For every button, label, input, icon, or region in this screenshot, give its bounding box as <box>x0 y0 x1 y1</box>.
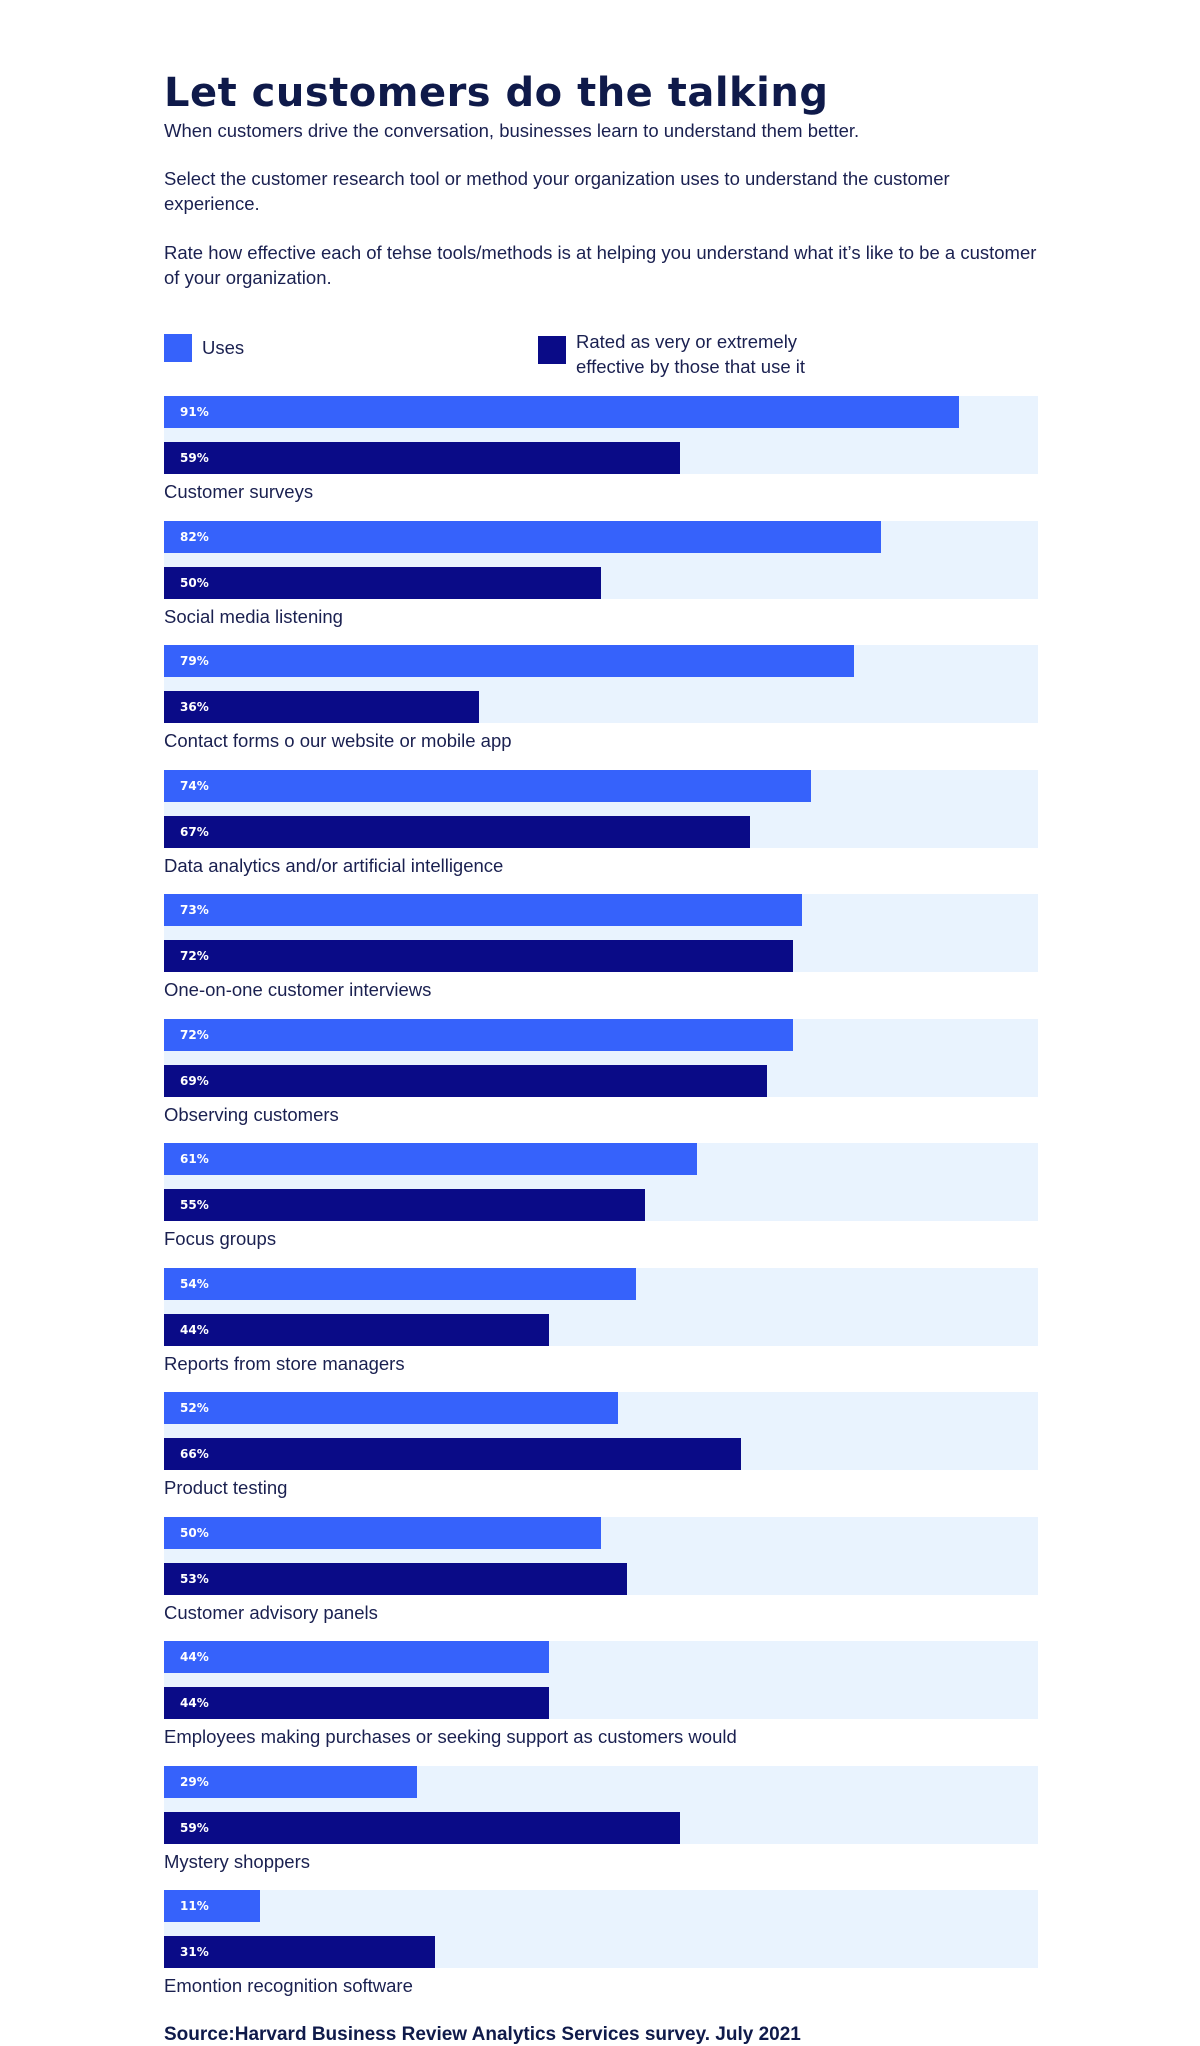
bar-value-label: 91% <box>180 405 209 419</box>
bar-value-label: 44% <box>180 1650 209 1664</box>
uses-bar <box>164 1517 601 1549</box>
uses-bar <box>164 1890 260 1922</box>
bar-value-label: 11% <box>180 1899 209 1913</box>
uses-bar <box>164 1766 417 1798</box>
bar-chart <box>164 0 1038 2036</box>
category-label: Contact forms o our website or mobile app <box>164 730 512 751</box>
effective-bar <box>164 567 601 599</box>
effective-bar <box>164 1438 741 1470</box>
bar-value-label: 59% <box>180 1820 209 1835</box>
source-note: Source:Harvard Business Review Analytics Services survey. July 2021 <box>164 2024 801 2045</box>
effective-bar <box>164 1687 549 1719</box>
legend-uses-label: Uses <box>202 337 245 358</box>
bar-value-label: 52% <box>180 1401 209 1415</box>
effective-bar <box>164 691 479 723</box>
bar-value-label: 82% <box>180 529 209 544</box>
effective-bar <box>164 442 680 474</box>
category-label: Focus groups <box>164 1228 277 1249</box>
effective-bar <box>164 816 750 848</box>
uses-bar <box>164 1143 697 1175</box>
effective-bar <box>164 1065 767 1097</box>
legend-effective-label: Rated as very or extremely effective by those that use it <box>576 331 805 377</box>
category-label: Observing customers <box>164 1103 339 1125</box>
category-label: Data analytics and/or artificial intelligence <box>164 854 504 876</box>
effective-bar <box>164 1189 645 1221</box>
uses-bar <box>164 1268 636 1300</box>
bar-value-label: 44% <box>180 1322 209 1337</box>
effective-bar <box>164 1812 680 1844</box>
bar-value-label: 50% <box>180 1525 209 1540</box>
effective-bar <box>164 1314 549 1346</box>
category-label: Mystery shoppers <box>164 1850 310 1872</box>
page-title: Let customers do the talking <box>164 70 829 116</box>
bar-value-label: 79% <box>180 654 209 668</box>
category-label: Employees making purchases or seeking support as customers would <box>164 1726 737 1747</box>
bar-value-label: 44% <box>180 1696 209 1710</box>
bar-value-label: 29% <box>180 1774 209 1789</box>
bar-value-label: 31% <box>180 1945 209 1959</box>
category-label: Emontion recognition software <box>164 1975 413 1996</box>
bar-value-label: 72% <box>180 949 209 963</box>
effective-bar <box>164 1563 627 1595</box>
subtitle: When customers drive the conversation, businesses learn to understand them better. <box>164 120 860 141</box>
bar-value-label: 61% <box>180 1152 209 1166</box>
bar-value-label: 69% <box>180 1073 209 1088</box>
bar-value-label: 72% <box>180 1027 209 1042</box>
bar-value-label: 53% <box>180 1571 209 1586</box>
category-label: Social media listening <box>164 605 343 627</box>
category-label: Customer advisory panels <box>164 1601 378 1623</box>
effective-bar <box>164 940 793 972</box>
bar-value-label: 67% <box>180 824 209 839</box>
category-label: One-on-one customer interviews <box>164 979 432 1000</box>
bar-value-label: 54% <box>180 1276 209 1291</box>
bar-value-label: 73% <box>180 903 209 917</box>
uses-bar <box>164 1019 793 1051</box>
category-label: Customer surveys <box>164 481 314 502</box>
category-label: Reports from store managers <box>164 1352 405 1374</box>
category-label: Product testing <box>164 1477 288 1498</box>
bar-value-label: 50% <box>180 575 209 590</box>
uses-bar <box>164 645 854 677</box>
uses-bar <box>164 1641 549 1673</box>
bar-value-label: 36% <box>180 700 209 714</box>
instruction-rate: Rate how effective each of tehse tools/methods is at helping you understand what it’s like to be a customer of your organization. <box>164 242 1037 288</box>
instruction-select: Select the customer research tool or method your organization uses to understand the customer experience. <box>164 168 950 214</box>
bar-value-label: 66% <box>180 1447 209 1461</box>
uses-bar <box>164 1392 618 1424</box>
effective-bar <box>164 1936 435 1968</box>
bar-value-label: 55% <box>180 1198 209 1212</box>
uses-bar <box>164 396 959 428</box>
bar-value-label: 59% <box>180 451 209 465</box>
bar-value-label: 74% <box>180 778 209 793</box>
uses-bar <box>164 521 881 553</box>
uses-bar <box>164 894 802 926</box>
uses-bar <box>164 770 811 802</box>
